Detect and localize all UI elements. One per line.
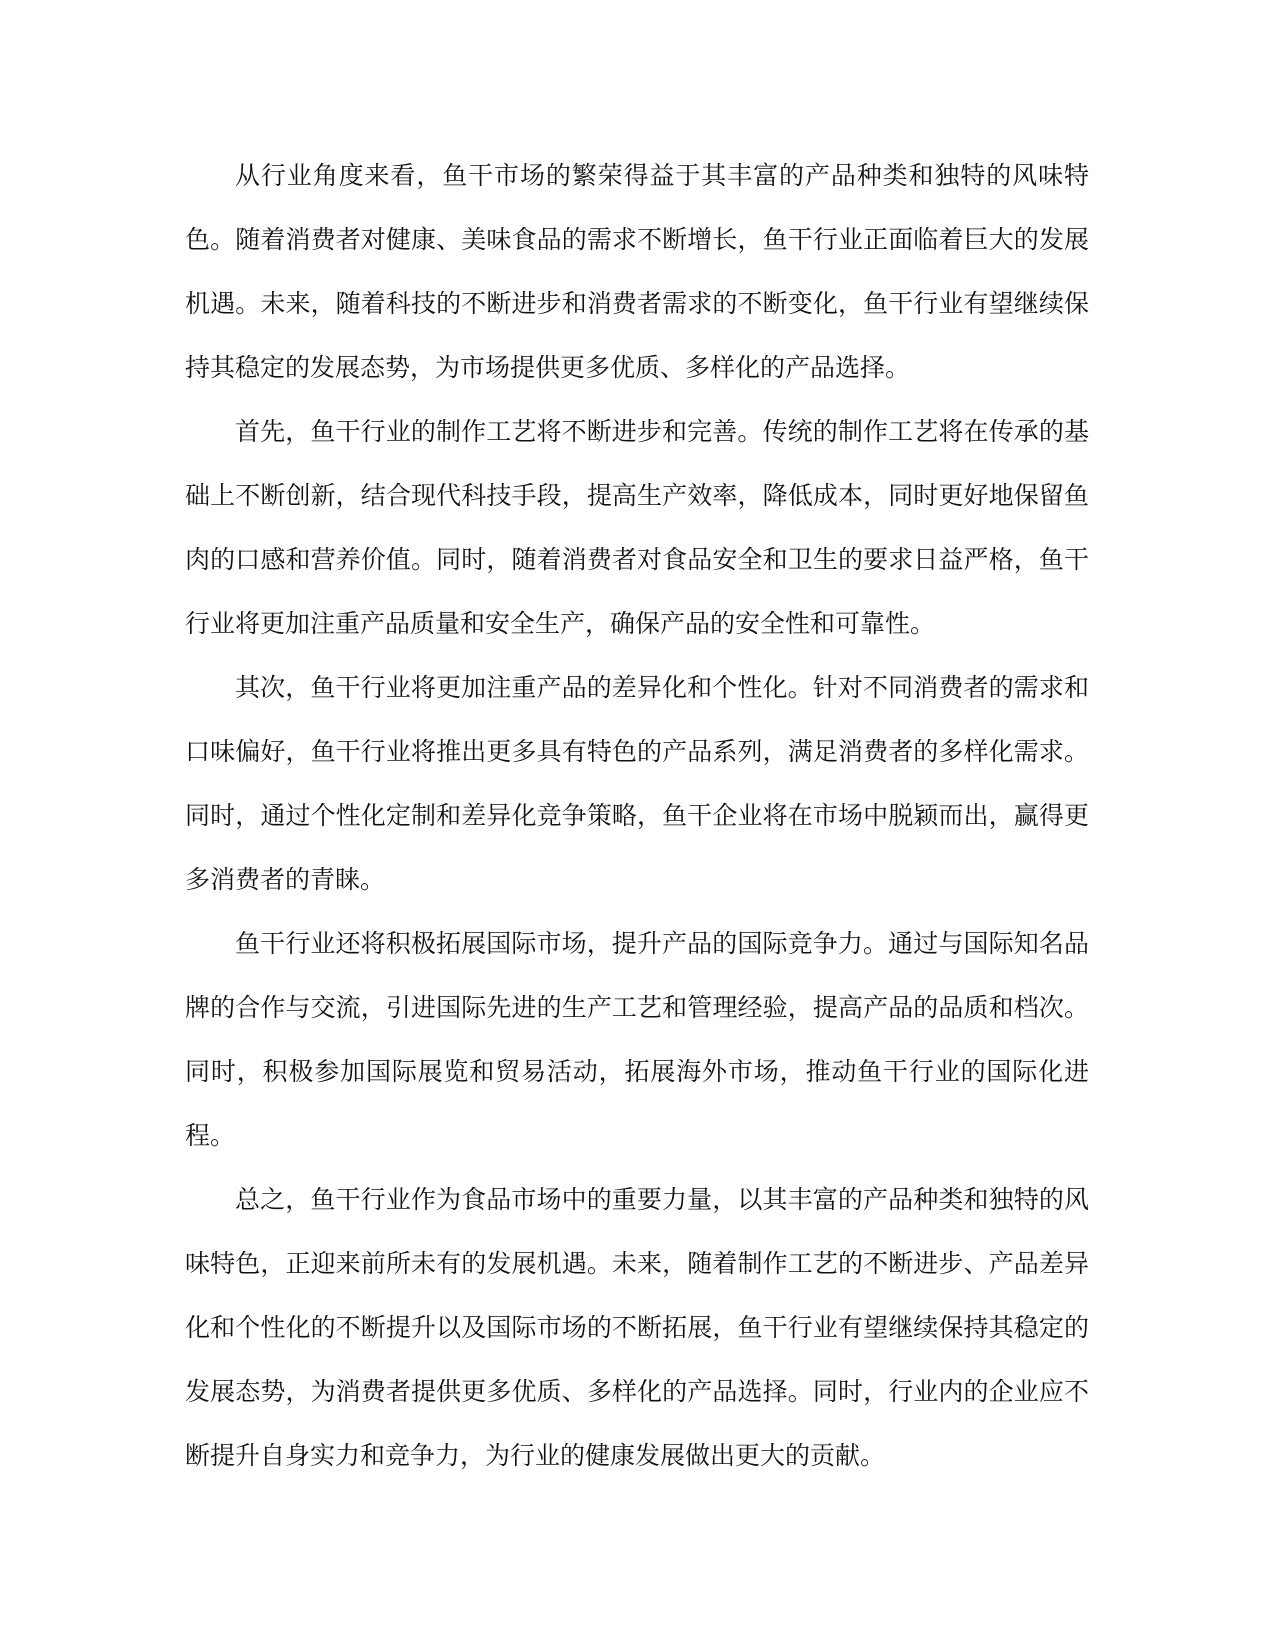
paragraph-international-market: 鱼干行业还将积极拓展国际市场，提升产品的国际竞争力。通过与国际知名品牌的合作与交流，引进国际先进的生产工艺和管理经验，提高产品的品质和档次。同时，积极参加国际展览和贸易活动，拓展海外市场，推动鱼干行业的国际化进程。: [185, 929, 1089, 1150]
paragraph-differentiation: 其次，鱼干行业将更加注重产品的差异化和个性化。针对不同消费者的需求和口味偏好，鱼干行业将推出更多具有特色的产品系列，满足消费者的多样化需求。同时，通过个性化定制和差异化竞争策略，鱼干企业将在市场中脱颖而出，赢得更多消费者的青睐。: [185, 673, 1089, 894]
paragraph-industry-overview: 从行业角度来看，鱼干市场的繁荣得益于其丰富的产品种类和独特的风味特色。随着消费者对健康、美味食品的需求不断增长，鱼干行业正面临着巨大的发展机遇。未来，随着科技的不断进步和消费者需求的不断变化，鱼干行业有望继续保持其稳定的发展态势，为市场提供更多优质、多样化的产品选择。: [185, 161, 1089, 382]
paragraph-craft-improvement: 首先，鱼干行业的制作工艺将不断进步和完善。传统的制作工艺将在传承的基础上不断创新，结合现代科技手段，提高生产效率，降低成本，同时更好地保留鱼肉的口感和营养价值。同时，随着消费者对食品安全和卫生的要求日益严格，鱼干行业将更加注重产品质量和安全生产，确保产品的安全性和可靠性。: [185, 417, 1089, 638]
document-body: [185, 144, 1089, 1488]
paragraph-conclusion: 总之，鱼干行业作为食品市场中的重要力量，以其丰富的产品种类和独特的风味特色，正迎来前所未有的发展机遇。未来，随着制作工艺的不断进步、产品差异化和个性化的不断提升以及国际市场的不断拓展，鱼干行业有望继续保持其稳定的发展态势，为消费者提供更多优质、多样化的产品选择。同时，行业内的企业应不断提升自身实力和竞争力，为行业的健康发展做出更大的贡献。: [185, 1185, 1089, 1470]
